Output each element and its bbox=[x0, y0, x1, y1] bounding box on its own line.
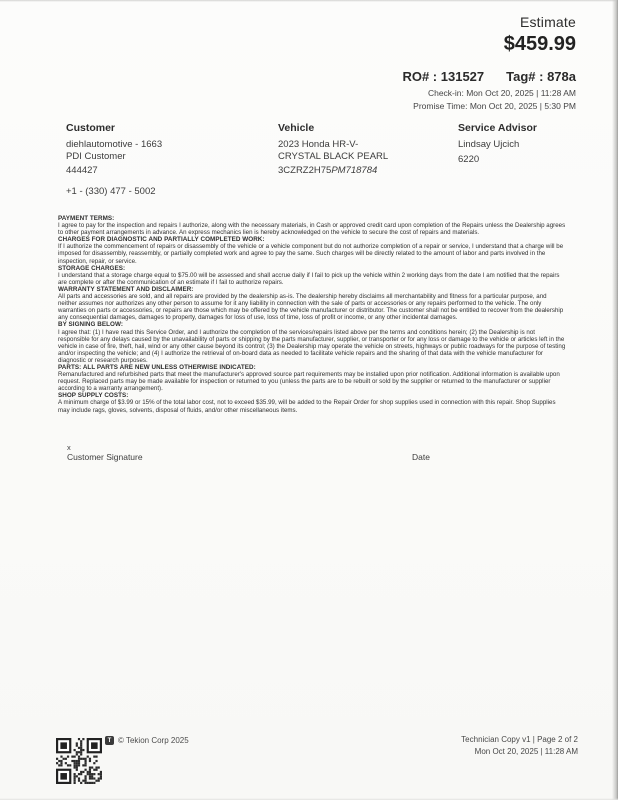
terms-heading: BY SIGNING BELOW: bbox=[58, 321, 123, 329]
terms-section-signing bbox=[58, 321, 566, 364]
terms-section-storage bbox=[58, 265, 566, 286]
copyright-text: © Tekion Corp 2025 bbox=[118, 736, 189, 745]
check-in-time: Check-in: Mon Oct 20, 2025 | 11:28 AM bbox=[427, 88, 576, 98]
copy-page-label: Technician Copy v1 | Page 2 of 2 bbox=[461, 735, 578, 744]
customer-signature-label: Customer Signature bbox=[67, 452, 143, 462]
date-label: Date bbox=[412, 452, 430, 462]
terms-heading: WARRANTY STATEMENT AND DISCLAIMER: bbox=[58, 285, 194, 293]
vehicle-model: 2023 Honda HR-V- bbox=[278, 139, 359, 150]
terms-body: I agree that: (1) I have read this Service Order, and I authorize the completion of the services/repairs listed above per the terms and conditions herein; (2) the Dealership is not responsible for any delays caused by the unavailability of parts or shipping by the parts manufacturer, supplier, or transporter or for any loss or damage to the vehicle or articles left in the vehicle in case of fire, theft, hail, wind or any other cause beyond its control; (3) the Dealership may operate the vehicle on streets, highways or public roadways for the purpose of testing and/or inspecting the vehicle; and (4) I authorize the retrieval of on-board data as needed to facilitate vehicle repairs and the sharing of that data with the vehicle manufacturer for diagnostic or research purposes. bbox=[58, 328, 566, 364]
service-advisor-number: 6220 bbox=[458, 153, 480, 165]
vin-prefix: 3CZRZ2H75 bbox=[278, 165, 332, 176]
terms-body: A minimum charge of $3.99 or 15% of the total labor cost, not to exceed $35.99, will be added to the Repair Order for shop supplies used in connection with this repair. Shop Supplies may include rags, gloves, solvents, disposal of fluids, and/or other miscellaneous items. bbox=[58, 399, 556, 414]
terms-heading: PAYMENT TERMS: bbox=[58, 215, 115, 222]
terms-body: I agree to pay for the inspection and repairs I authorize, along with the necessary materials, in Cash or approved credit card upon completion of the Repairs unless the Dealership agrees to other payment arrangements in advance. An express mechanics lien is hereby acknowledged on the vehicle to secure the cost of repairs and materials. bbox=[58, 222, 566, 237]
terms-heading: PARTS: ALL PARTS ARE NEW UNLESS OTHERWISE INDICATED: bbox=[58, 363, 256, 371]
terms-body: All parts and accessories are sold, and all repairs are provided by the dealership as-is. The dealership hereby disclaims all merchantability and fitness for a particular purpose, and neither assumes nor authorizes any other person to assume for it any liability in connection with the sale of parts or accessories or any repairs performed to the vehicle. The only warranties on parts or accessories, or repairs are those which may be offered by the vehicle manufacturer or distributor. The customer shall not be entitled to recover from the dealership any consequential damages, damages to property, damages for loss of use, loss of time, loss of profit or income, or any other incidental damages. bbox=[58, 293, 564, 322]
vehicle-section bbox=[278, 122, 453, 177]
scan-edge-right bbox=[612, 0, 618, 800]
customer-id: 444427 bbox=[66, 165, 98, 176]
terms-heading: STORAGE CHARGES: bbox=[58, 264, 126, 272]
terms-heading: SHOP SUPPLY COSTS: bbox=[58, 392, 129, 400]
customer-type: PDI Customer bbox=[66, 150, 126, 162]
vin-suffix: PM718784 bbox=[331, 165, 378, 176]
estimate-header bbox=[402, 14, 576, 111]
terms-section-diagnostic bbox=[58, 236, 566, 264]
terms-section-parts bbox=[58, 364, 566, 392]
terms-and-conditions bbox=[58, 215, 566, 414]
qr-code bbox=[56, 738, 102, 784]
vehicle-color: CRYSTAL BLACK PEARL bbox=[278, 150, 389, 162]
service-advisor-section bbox=[458, 122, 588, 165]
customer-heading: Customer bbox=[66, 122, 116, 134]
customer-section bbox=[66, 122, 266, 197]
tag-number: Tag# : 878a bbox=[506, 69, 576, 84]
footer-page-info bbox=[461, 734, 578, 757]
terms-section-warranty bbox=[58, 286, 566, 321]
signature-x-mark: x bbox=[67, 443, 71, 452]
promise-time: Promise Time: Mon Oct 20, 2025 | 5:30 PM bbox=[413, 101, 576, 111]
vehicle-heading: Vehicle bbox=[278, 122, 315, 134]
customer-name: diehlautomotive - 1663 bbox=[66, 139, 163, 150]
ro-number: RO# : 131527 bbox=[402, 69, 485, 84]
terms-body: If I authorize the commencement of repairs or disassembly of the vehicle or a vehicle component but do not authorize completion of a repair or service, I understand that a charge will be imposed for disassembly, reassembly, or partially completed work and agree to pay the same. Such charges will be directly related to the amount of labor and parts involved in the inspection, repair, or service. bbox=[58, 243, 564, 265]
printed-timestamp: Mon Oct 20, 2025 | 11:28 AM bbox=[474, 746, 578, 756]
estimate-total: $459.99 bbox=[503, 33, 576, 55]
vehicle-vin bbox=[278, 165, 453, 177]
footer-brand bbox=[105, 736, 189, 745]
terms-body: I understand that a storage charge equal to $75.00 will be assessed and shall accrue daily if I fail to pick up the vehicle within 2 working days from the date I am notified that the repairs are complete or after the communication of an estimate if I fail to authorize repairs. bbox=[58, 271, 560, 286]
customer-phone: +1 - (330) 477 - 5002 bbox=[66, 185, 156, 197]
terms-body: Remanufactured and refurbished parts that meet the manufacturer's approved source part requirements may be installed upon prior notification. Additional information is available upon request. Replaced parts may be made available for inspection or returned to you (unless the parts are to be rebuilt or sold by the supplier or returned to the manufacturer or supplier according to a warranty arrangement). bbox=[58, 371, 560, 393]
document-type-label: Estimate bbox=[519, 14, 576, 30]
ro-tag-line bbox=[402, 69, 576, 84]
service-advisor-name: Lindsay Ujcich bbox=[458, 139, 520, 150]
terms-heading: CHARGES FOR DIAGNOSTIC AND PARTIALLY COMPLETED WORK: bbox=[58, 236, 265, 244]
terms-section-payment bbox=[58, 215, 566, 236]
service-advisor-heading: Service Advisor bbox=[458, 122, 537, 134]
terms-section-shop-supply bbox=[58, 392, 566, 413]
scan-edge-top bbox=[0, 0, 618, 2]
tekion-logo-icon: T bbox=[105, 736, 114, 745]
